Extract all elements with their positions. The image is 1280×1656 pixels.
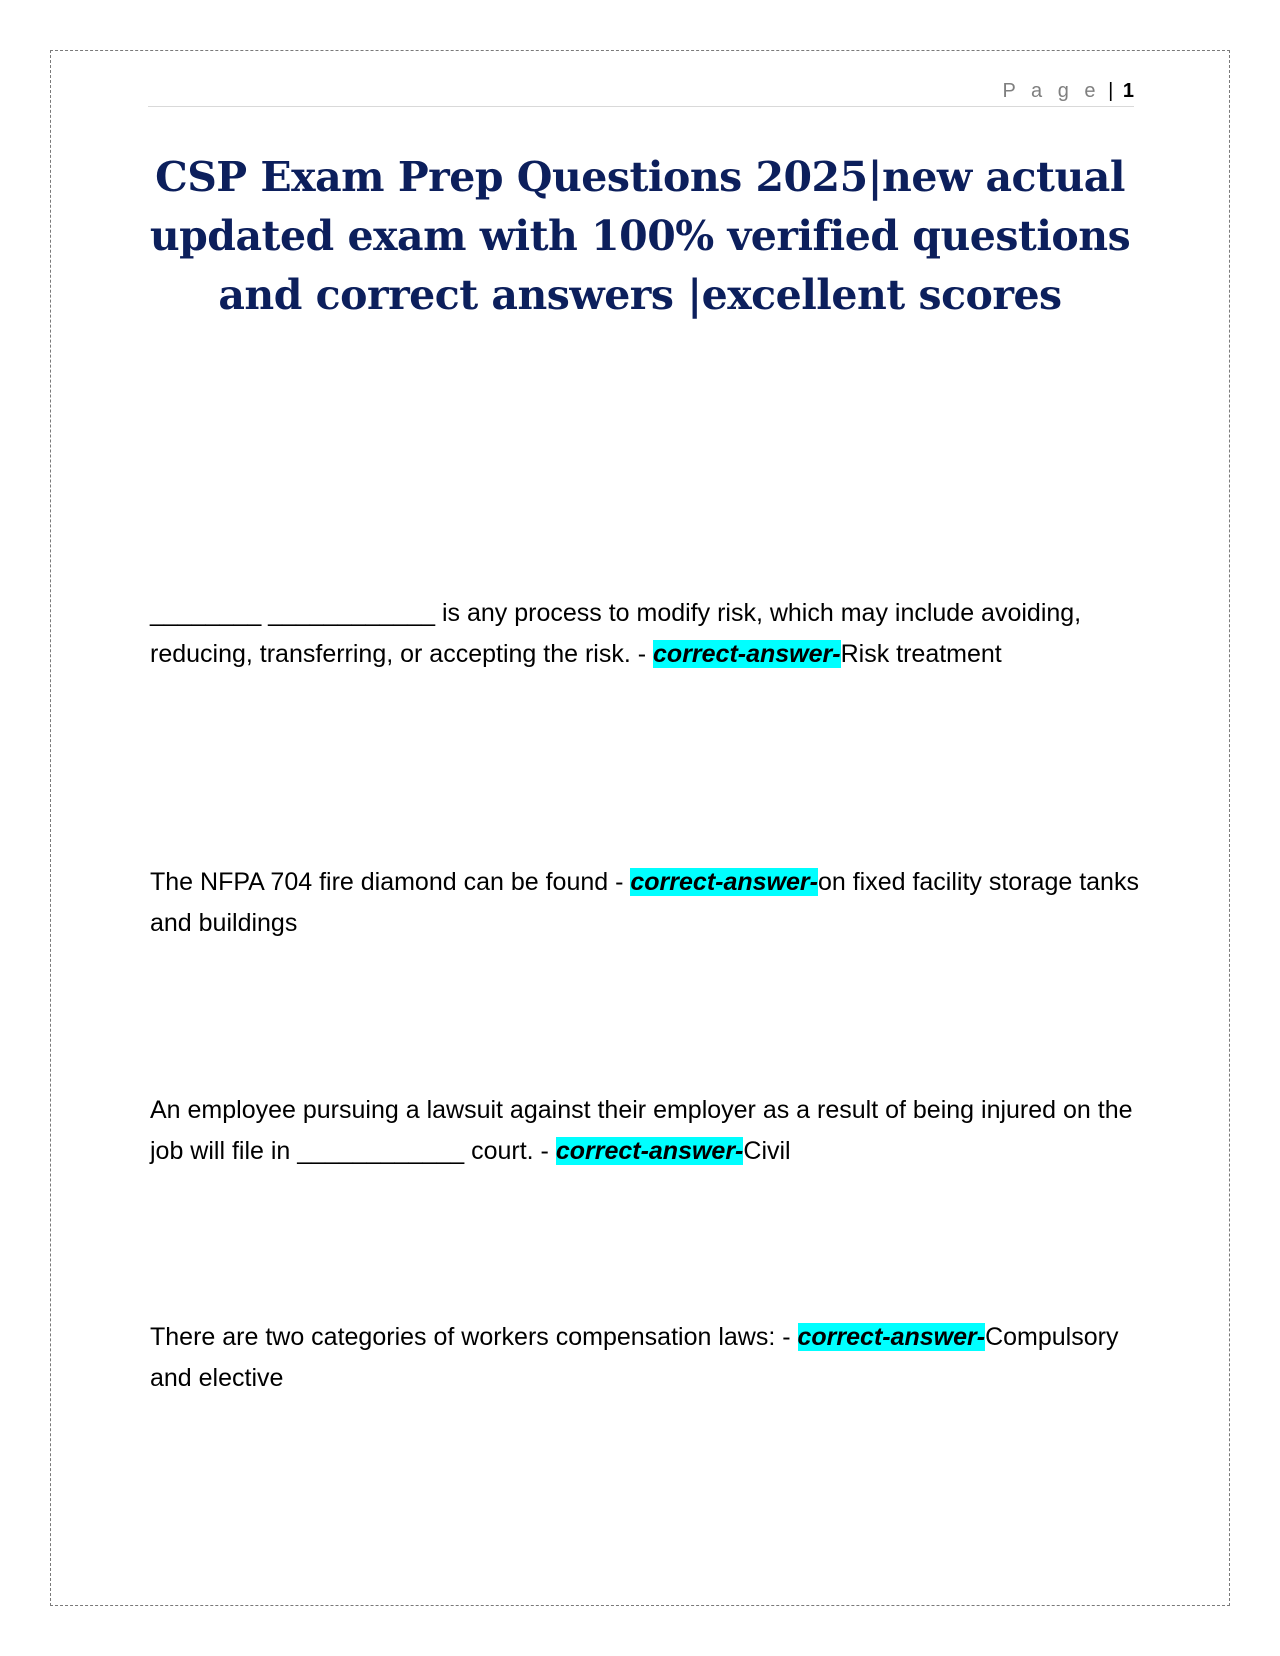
qa-item [150, 1317, 1140, 1399]
page-separator: | [1108, 80, 1114, 102]
page-label: P a g e [1002, 80, 1101, 102]
qa-item [150, 862, 1140, 944]
question-text: There are two categories of workers compensation laws: - [150, 1323, 798, 1351]
answer-marker: correct-answer- [653, 640, 841, 668]
page-number: 1 [1122, 80, 1134, 102]
answer-text: Civil [743, 1137, 791, 1165]
answer-marker: correct-answer- [797, 1323, 986, 1351]
answer-marker: correct-answer- [630, 868, 818, 896]
question-text: ________ ____________ is any process to modify risk, which may include avoiding, reducing, transferring, or accepting the risk. - [150, 599, 1082, 668]
qa-item [150, 593, 1140, 675]
answer-marker: correct-answer- [555, 1137, 744, 1165]
page-header [148, 76, 1134, 107]
answer-text: Risk treatment [840, 640, 1002, 668]
answer-text: Compulsory and elective [150, 1323, 1119, 1392]
document-title: CSP Exam Prep Questions 2025|new actual updated exam with 100% verified questions and correct answers |excellent scores [149, 153, 1131, 319]
answer-text: on fixed facility storage tanks and buildings [150, 868, 1139, 937]
question-text: The NFPA 704 fire diamond can be found - [150, 868, 631, 896]
qa-item [150, 1090, 1140, 1172]
question-text: An employee pursuing a lawsuit against their employer as a result of being injured on the job will file in ____________ court. - [150, 1096, 1133, 1165]
